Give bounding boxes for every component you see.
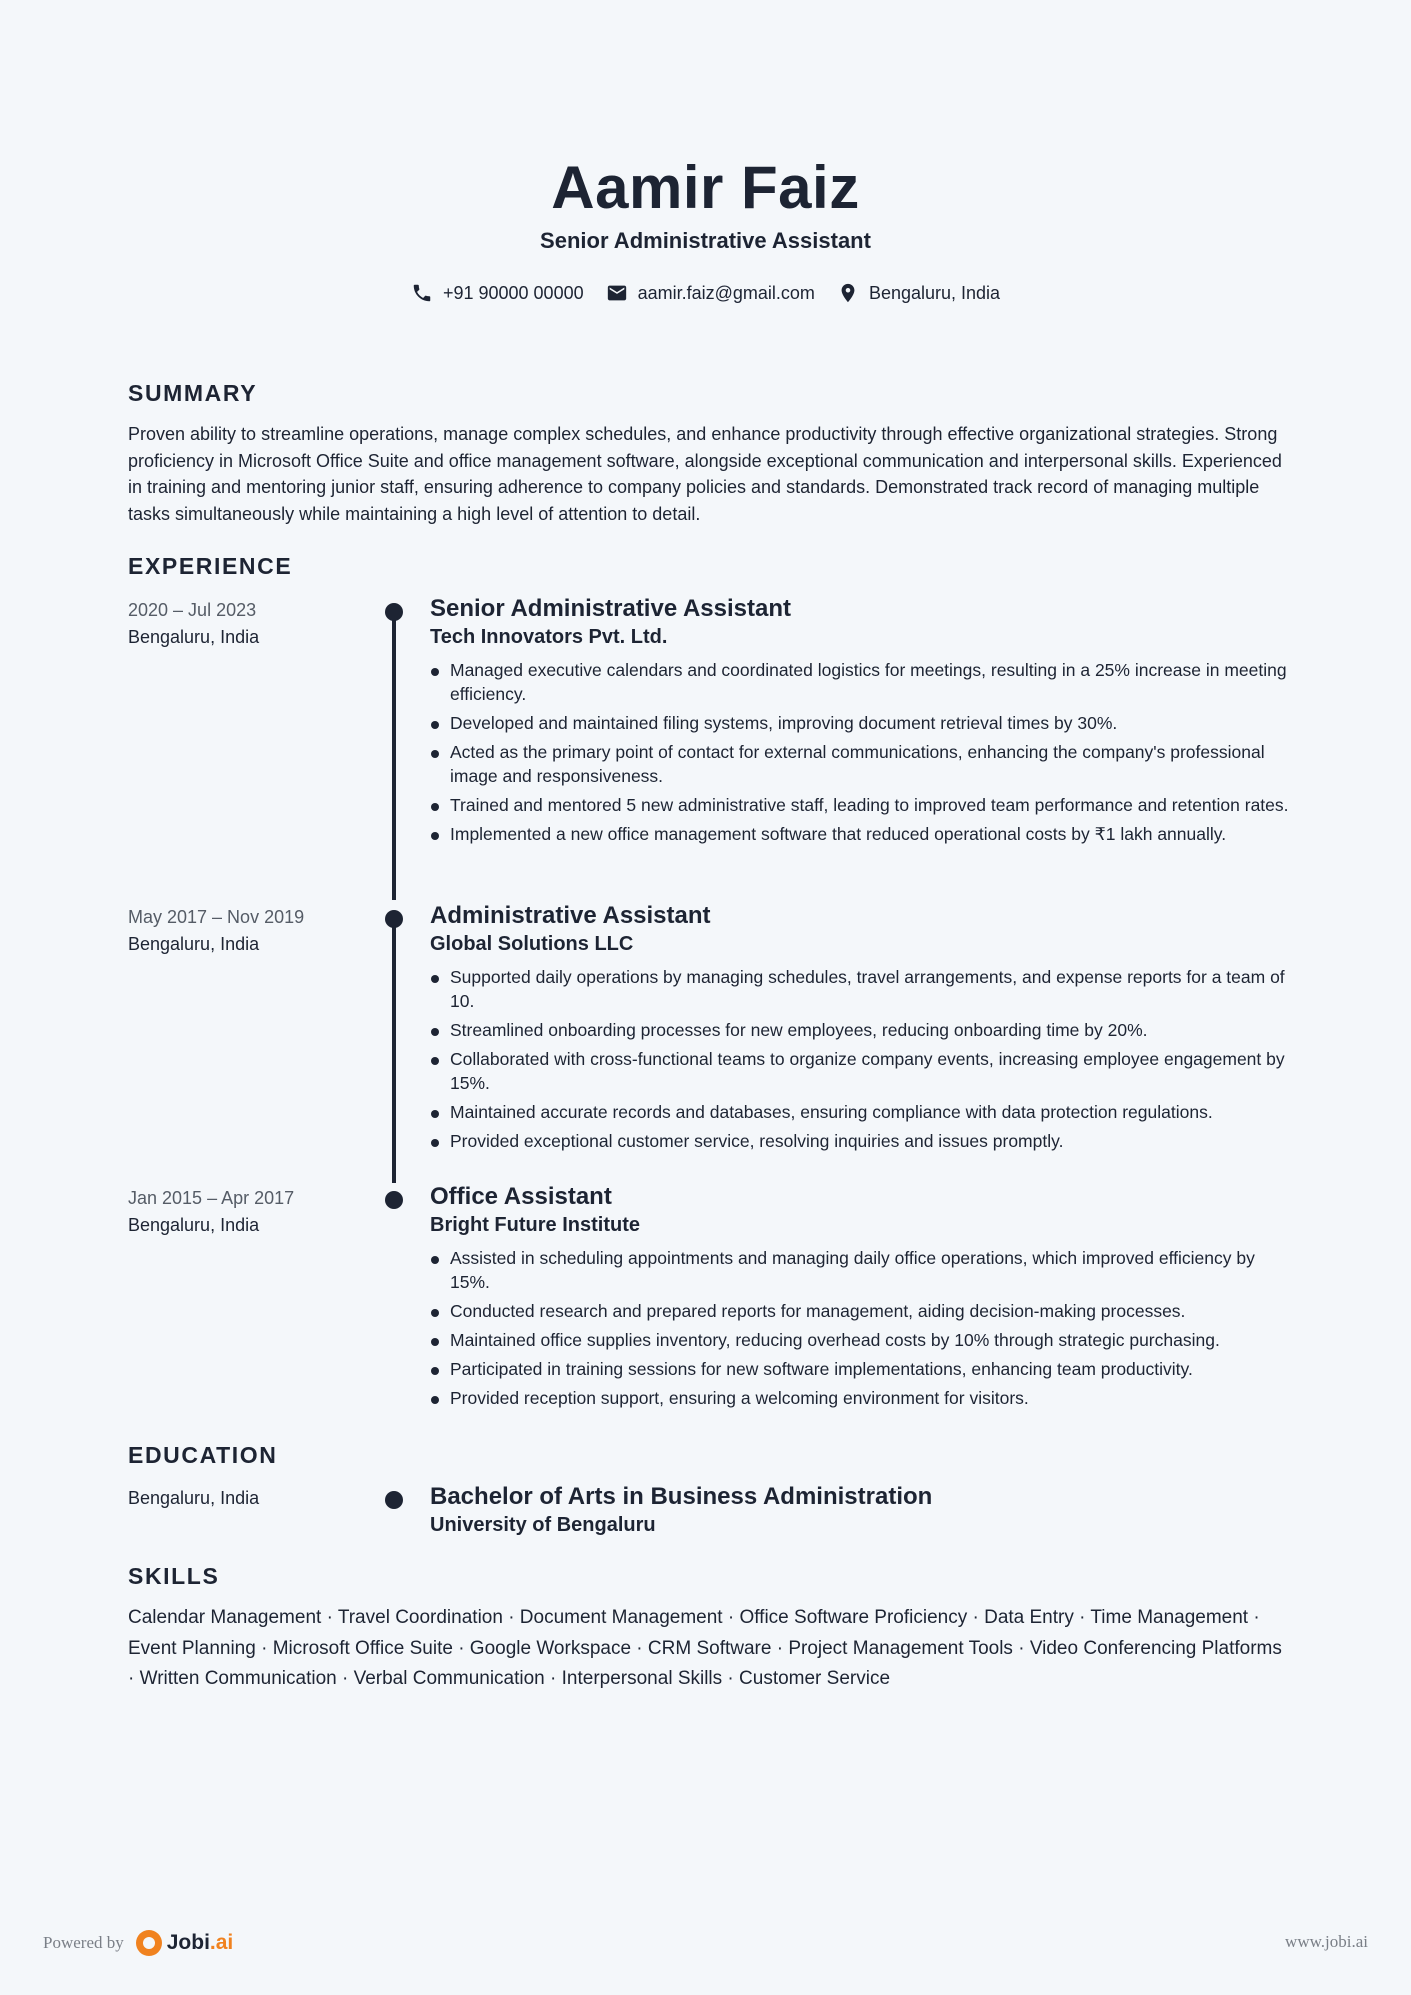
- entry-dates: Jan 2015 – Apr 2017: [128, 1188, 295, 1208]
- experience-heading: EXPERIENCE: [128, 553, 293, 579]
- candidate-name: Aamir Faiz: [551, 154, 860, 221]
- contact-location: [837, 282, 1000, 304]
- education-school: University of Bengaluru: [430, 1514, 656, 1536]
- entry-company: Tech Innovators Pvt. Ltd.: [430, 626, 668, 648]
- entry-content: [430, 594, 1289, 851]
- entry-meta: [128, 1185, 358, 1239]
- entry-location: Bengaluru, India: [128, 1215, 260, 1235]
- entry-bullets: [430, 1246, 1283, 1410]
- entry-dates: 2020 – Jul 2023: [128, 600, 257, 620]
- list-item: Supported daily operations by managing schedules, travel arrangements, and expense reports for a team of 10.: [430, 965, 1290, 1013]
- list-item: Maintained accurate records and databases, ensuring compliance with data protection regulations.: [430, 1100, 1290, 1124]
- powered-by: [43, 1930, 233, 1956]
- timeline-dot: [385, 1491, 403, 1509]
- entry-bullets: [430, 658, 1289, 846]
- education-heading: EDUCATION: [128, 1442, 278, 1468]
- contact-phone: [411, 282, 584, 304]
- entry-content: [430, 901, 1283, 1158]
- candidate-headline: Senior Administrative Assistant: [540, 228, 871, 253]
- skills-text: Calendar Management · Travel Coordination · Document Management · Office Software Proficiency · Data Entry · Time Management · Event Planning · Microsoft Office Suite · Google Workspace · CRM Software · Project Management Tools · Video Conferencing Platforms · Written Communication · Verbal Communication · Interpersonal Skills · Customer Service: [128, 1607, 1282, 1689]
- location-text: Bengaluru, India: [868, 282, 1001, 303]
- education-degree: Bachelor of Arts in Business Administration: [430, 1483, 933, 1510]
- powered-by-text: Powered by: [43, 1933, 124, 1952]
- list-item: Conducted research and prepared reports for management, aiding decision-making processes.: [430, 1299, 1290, 1323]
- entry-meta: [128, 1485, 358, 1512]
- entry-meta: [128, 904, 358, 958]
- jobi-logo-icon: [136, 1930, 162, 1956]
- list-item: Streamlined onboarding processes for new employees, reducing onboarding time by 20%.: [430, 1018, 1290, 1042]
- list-item: Maintained office supplies inventory, reducing overhead costs by 10% through strategic purchasing.: [430, 1328, 1290, 1352]
- list-item: Developed and maintained filing systems, improving document retrieval times by 30%.: [430, 711, 1290, 735]
- entry-company: Bright Future Institute: [430, 1214, 640, 1236]
- envelope-icon: [606, 282, 628, 304]
- entry-meta: [128, 597, 358, 651]
- email-text: aamir.faiz@gmail.com: [637, 282, 815, 303]
- entry-location: Bengaluru, India: [128, 627, 260, 647]
- list-item: Trained and mentored 5 new administrative staff, leading to improved team performance and retention rates.: [430, 793, 1290, 817]
- entry-role: Administrative Assistant: [430, 902, 711, 929]
- timeline-line: [392, 918, 396, 1183]
- entry-company: Global Solutions LLC: [430, 933, 634, 955]
- entry-location: Bengaluru, India: [128, 934, 260, 954]
- entry-location: Bengaluru, India: [128, 1488, 260, 1508]
- summary-text: Proven ability to streamline operations, manage complex schedules, and enhance productivity through effective organizational strategies. Strong proficiency in Microsoft Office Suite and office management software, alongside exceptional communication and interpersonal skills. Experienced in training and mentoring junior staff, ensuring adherence to company policies and standards. Demonstrated track record of managing multiple tasks simultaneously while maintaining a high level of attention to detail.: [128, 424, 1282, 524]
- contact-row: [128, 282, 1283, 304]
- entry-content: [430, 1482, 1283, 1538]
- timeline-dot: [385, 1191, 403, 1209]
- list-item: Provided exceptional customer service, resolving inquiries and issues promptly.: [430, 1129, 1290, 1153]
- timeline-dot: [385, 910, 403, 928]
- list-item: Provided reception support, ensuring a welcoming environment for visitors.: [430, 1386, 1290, 1410]
- summary-heading: SUMMARY: [128, 380, 258, 406]
- skills-heading: SKILLS: [128, 1563, 220, 1589]
- entry-content: [430, 1182, 1283, 1415]
- brand-main: Jobi: [166, 1931, 210, 1954]
- entry-role: Office Assistant: [430, 1183, 612, 1210]
- timeline-dot: [385, 603, 403, 621]
- phone-text: +91 90000 00000: [442, 282, 584, 303]
- list-item: Collaborated with cross-functional teams to organize company events, increasing employee engagement by 15%.: [430, 1047, 1290, 1095]
- brand-accent: .ai: [209, 1931, 234, 1954]
- brand-logo[interactable]: [136, 1930, 234, 1956]
- list-item: Implemented a new office management software that reduced operational costs by ₹1 lakh annually.: [430, 822, 1290, 846]
- resume-header: [128, 150, 1283, 304]
- list-item: Assisted in scheduling appointments and managing daily office operations, which improved efficiency by 15%.: [430, 1246, 1290, 1294]
- contact-email: [606, 282, 815, 304]
- timeline-line: [392, 610, 396, 900]
- list-item: Managed executive calendars and coordinated logistics for meetings, resulting in a 25% increase in meeting efficiency.: [430, 658, 1290, 706]
- list-item: Participated in training sessions for new software implementations, enhancing team productivity.: [430, 1357, 1290, 1381]
- map-pin-icon: [837, 282, 859, 304]
- entry-role: Senior Administrative Assistant: [430, 595, 791, 622]
- list-item: Acted as the primary point of contact for external communications, enhancing the company's professional image and responsiveness.: [430, 740, 1290, 788]
- entry-bullets: [430, 965, 1283, 1153]
- website-link[interactable]: www.jobi.ai: [1285, 1932, 1368, 1951]
- phone-icon: [411, 282, 433, 304]
- entry-dates: May 2017 – Nov 2019: [128, 907, 305, 927]
